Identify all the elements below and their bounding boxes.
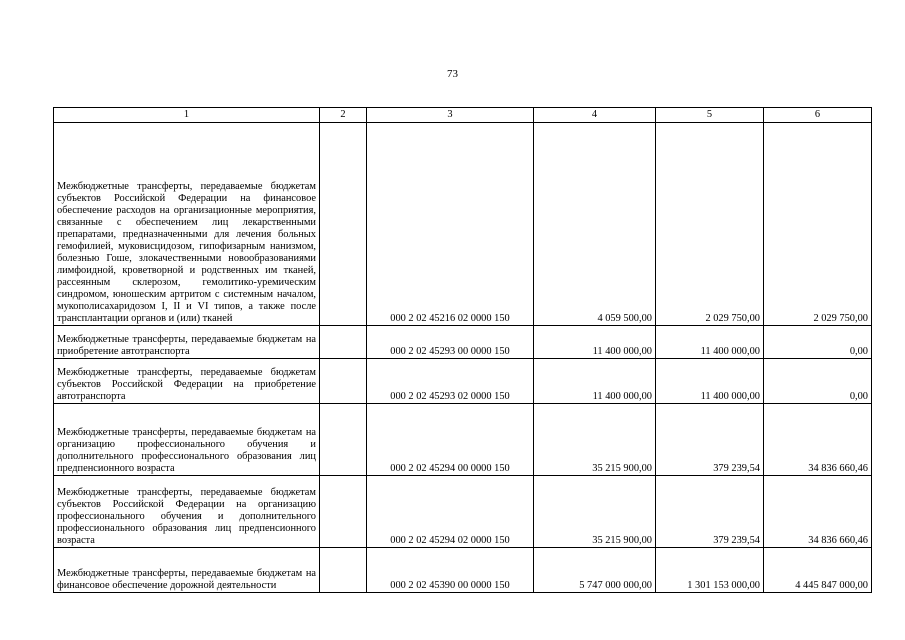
row-code: 000 2 02 45293 00 0000 150: [367, 326, 534, 359]
budget-table: [53, 107, 872, 593]
row-description: Межбюджетные трансферты, передаваемые бюджетам субъектов Российской Федерации на финансовое обеспечение расходов на организационные мероприятия, связанные с обеспечением лиц лекарственными препаратами, предназначенными для лечения больных гемофилией, муковисцидозом, гипофизарным нанизмом, болезнью Гоше, злокачественными новообразованиями лимфоидной, кроветворной и родственных им тканей, рассеянным склерозом, гемолитико-уремическим синдромом, юношеским артритом с системным началом, мукополисахаридозом I, II и VI типов, а также после трансплантации органов и (или) тканей: [54, 123, 320, 326]
column-header: 6: [764, 108, 872, 123]
row-code: 000 2 02 45390 00 0000 150: [367, 548, 534, 593]
table-row: [54, 326, 872, 359]
table-row: [54, 123, 872, 326]
table-row: [54, 359, 872, 404]
table-row: [54, 476, 872, 548]
row-value-6: 0,00: [764, 359, 872, 404]
row-col2: [320, 476, 367, 548]
column-header: 2: [320, 108, 367, 123]
row-col2: [320, 359, 367, 404]
row-value-6: 4 445 847 000,00: [764, 548, 872, 593]
row-description: Межбюджетные трансферты, передаваемые бюджетам на организацию профессионального обучения и дополнительного профессионального образования лиц предпенсионного возраста: [54, 404, 320, 476]
row-description: Межбюджетные трансферты, передаваемые бюджетам субъектов Российской Федерации на приобретение автотранспорта: [54, 359, 320, 404]
row-description: Межбюджетные трансферты, передаваемые бюджетам на финансовое обеспечение дорожной деятельности: [54, 548, 320, 593]
row-value-4: 4 059 500,00: [534, 123, 656, 326]
row-code: 000 2 02 45293 02 0000 150: [367, 359, 534, 404]
row-value-6: 34 836 660,46: [764, 476, 872, 548]
table-row: [54, 404, 872, 476]
row-value-5: 379 239,54: [656, 476, 764, 548]
row-col2: [320, 123, 367, 326]
row-value-4: 11 400 000,00: [534, 326, 656, 359]
row-description: Межбюджетные трансферты, передаваемые бюджетам на приобретение автотранспорта: [54, 326, 320, 359]
column-header: 1: [54, 108, 320, 123]
row-description: Межбюджетные трансферты, передаваемые бюджетам субъектов Российской Федерации на организацию профессионального обучения и дополнительного профессионального образования лиц предпенсионного возраста: [54, 476, 320, 548]
row-value-5: 11 400 000,00: [656, 326, 764, 359]
row-value-5: 379 239,54: [656, 404, 764, 476]
row-code: 000 2 02 45294 02 0000 150: [367, 476, 534, 548]
page-number: 73: [447, 68, 458, 80]
row-value-5: 2 029 750,00: [656, 123, 764, 326]
row-value-6: 34 836 660,46: [764, 404, 872, 476]
row-value-4: 35 215 900,00: [534, 404, 656, 476]
row-value-6: 0,00: [764, 326, 872, 359]
row-col2: [320, 326, 367, 359]
row-code: 000 2 02 45294 00 0000 150: [367, 404, 534, 476]
row-col2: [320, 404, 367, 476]
table-row: [54, 548, 872, 593]
row-col2: [320, 548, 367, 593]
row-value-4: 35 215 900,00: [534, 476, 656, 548]
table-header-row: [54, 108, 872, 123]
column-header: 5: [656, 108, 764, 123]
row-value-4: 11 400 000,00: [534, 359, 656, 404]
row-value-5: 1 301 153 000,00: [656, 548, 764, 593]
row-value-6: 2 029 750,00: [764, 123, 872, 326]
column-header: 4: [534, 108, 656, 123]
column-header: 3: [367, 108, 534, 123]
row-code: 000 2 02 45216 02 0000 150: [367, 123, 534, 326]
row-value-5: 11 400 000,00: [656, 359, 764, 404]
row-value-4: 5 747 000 000,00: [534, 548, 656, 593]
